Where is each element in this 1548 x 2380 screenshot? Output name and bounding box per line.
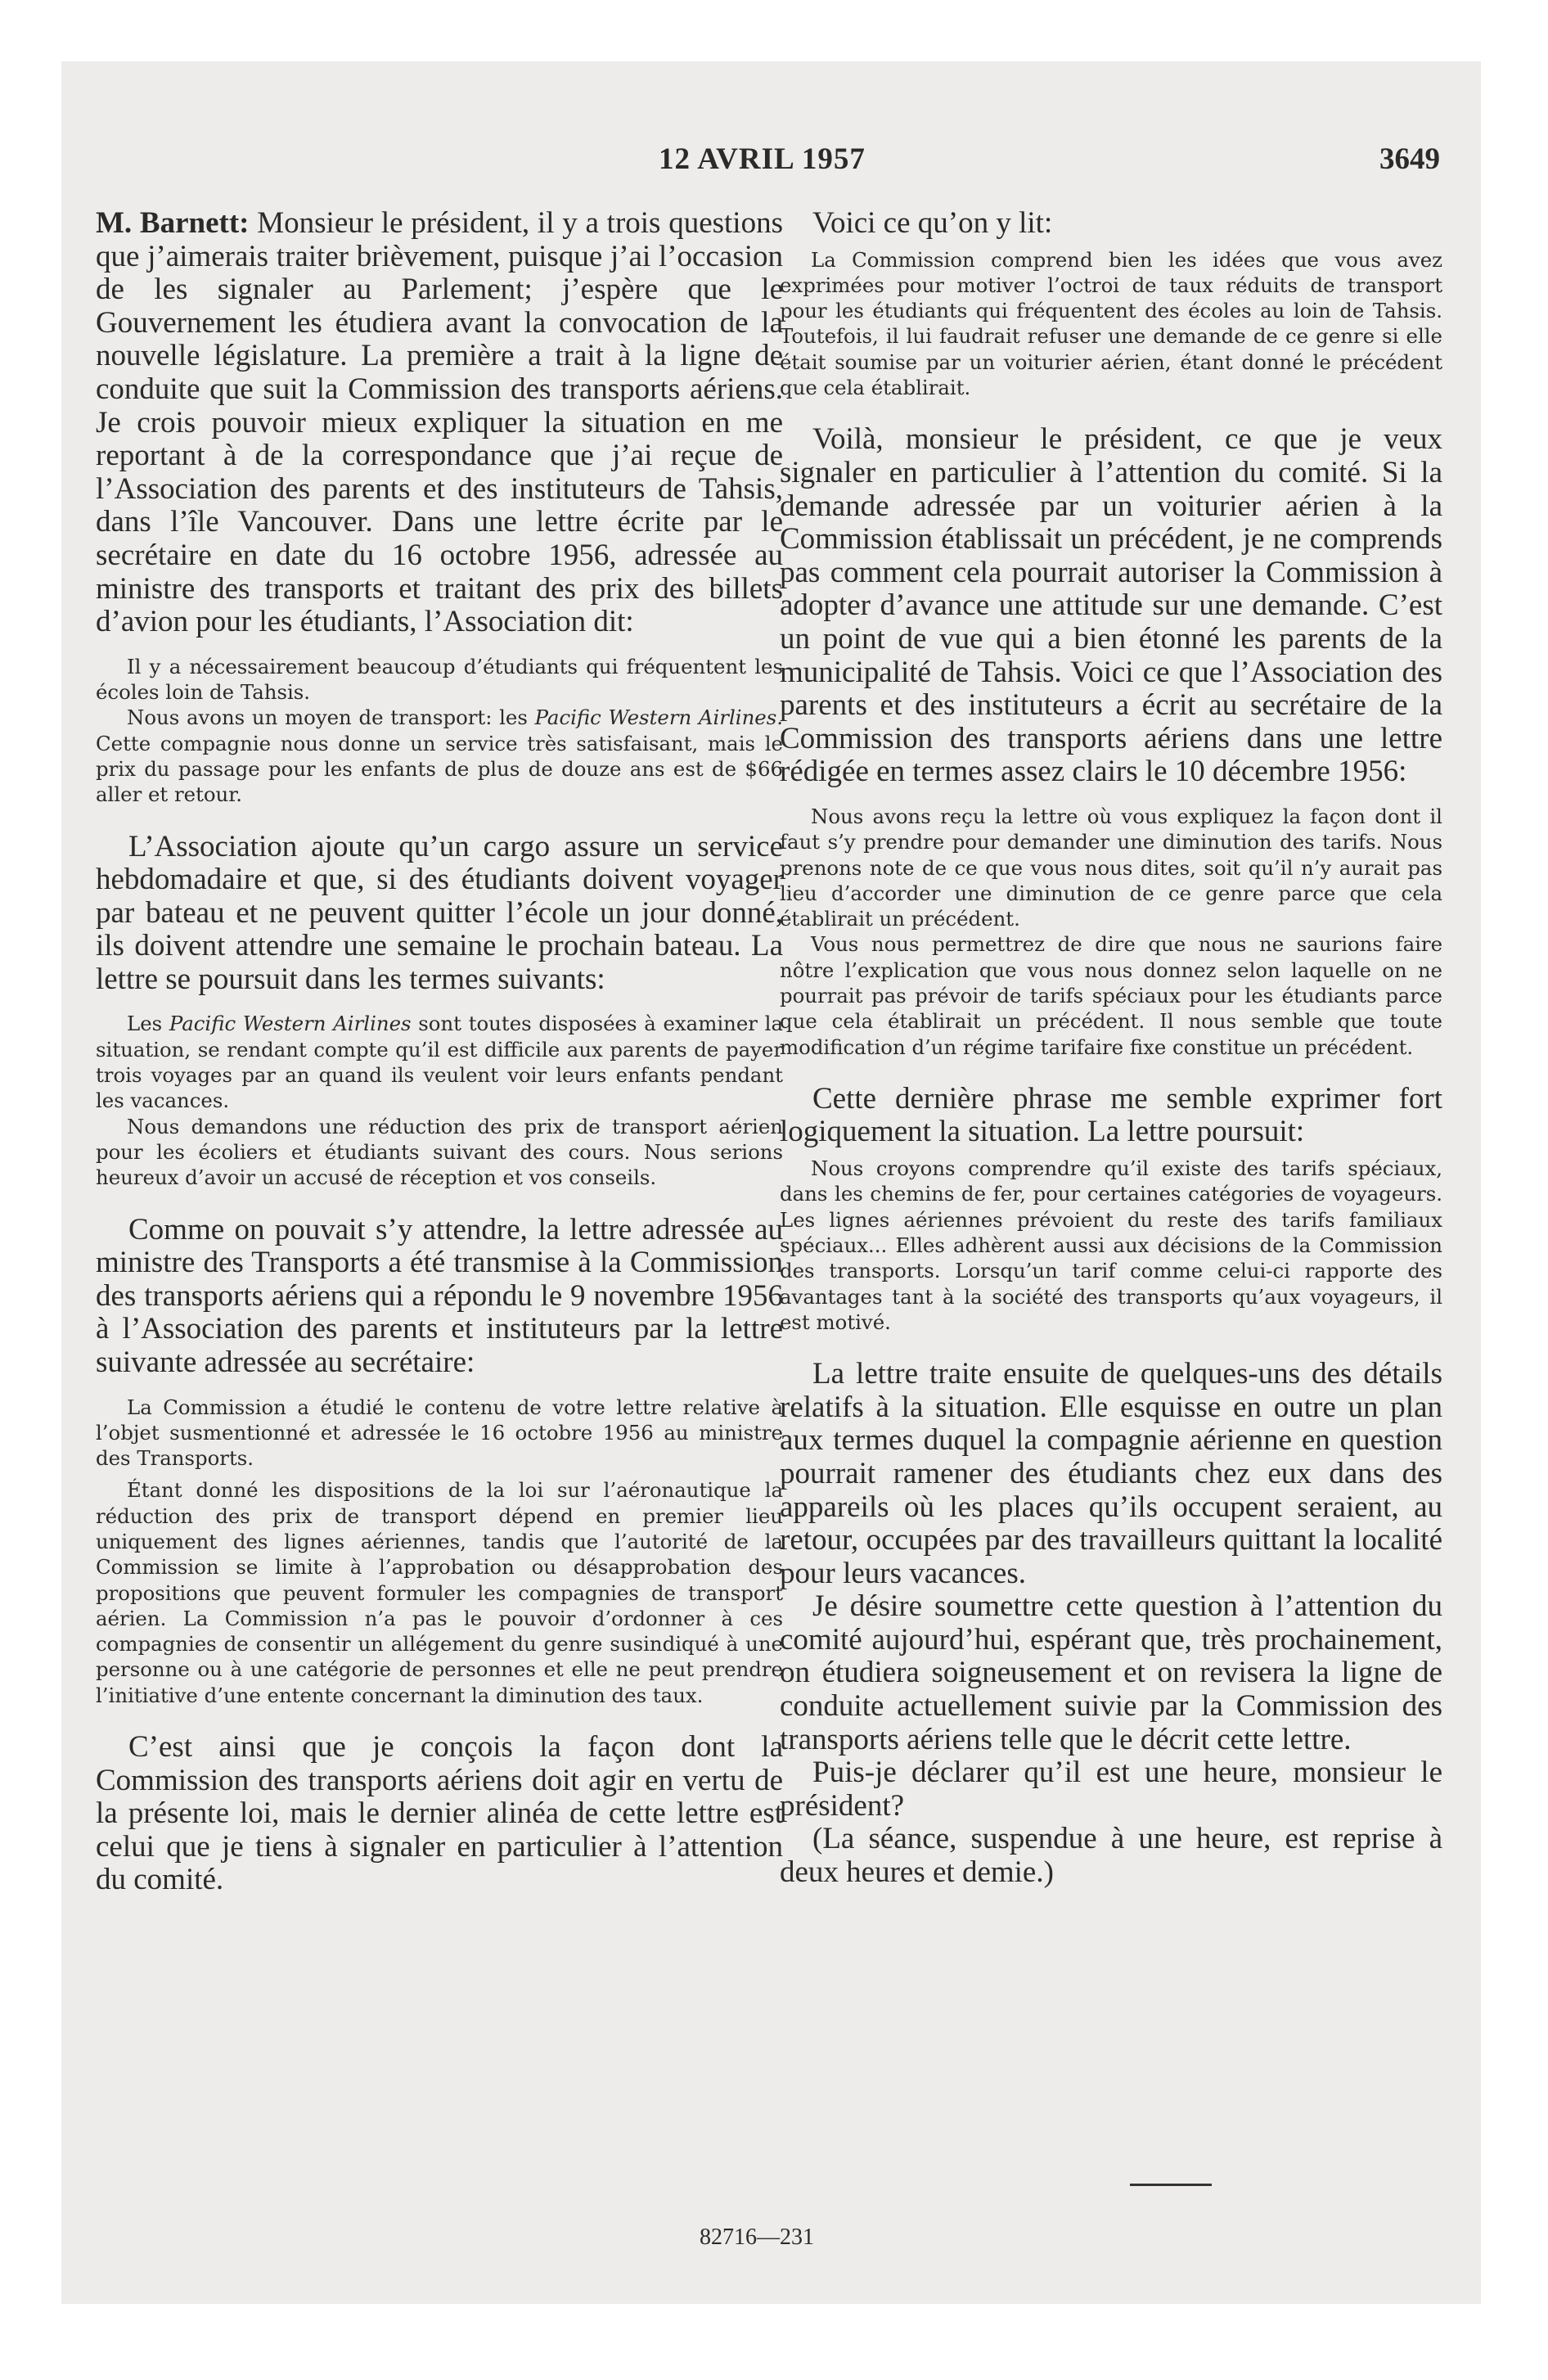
- paragraph: C’est ainsi que je conçois la façon dont la Commission des transports aériens doit agir en vertu de la présente loi, mais le dernier alinéa de cette lettre est celui que je tiens à signaler en particulier à l’attention du comité.: [96, 1730, 783, 1897]
- paragraph: (La séance, suspendue à une heure, est reprise à deux heures et demie.): [780, 1822, 1442, 1890]
- quoted-text: Il y a nécessairement beaucoup d’étudiants qui fréquentent les écoles loin de Tahsis.: [96, 654, 783, 705]
- quoted-text: Nous avons reçu la lettre où vous expliquez la façon dont il faut s’y prendre pour demander une diminution des tarifs. Nous prenons note de ce que vous nous dites, soit qu’il n’y aurait pas lieu d’accorder une diminution de ce genre parce que cela établirait un précédent.: [780, 804, 1442, 931]
- quoted-text: La Commission comprend bien les idées que vous avez exprimées pour motiver l’octroi de taux réduits de transport pour les étudiants qui fréquentent des écoles au loin de Tahsis. Toutefois, il lui faudrait refuser une demande de ce genre si elle était soumise par un voiturier aérien, étant donné le précédent que cela établirait.: [780, 247, 1442, 400]
- quoted-text: Les Pacific Western Airlines sont toutes disposées à examiner la situation, se rendant compte qu’il est difficile aux parents de payer trois voyages par an quand ils veulent voir leurs enfants pendant les vacances.: [96, 1012, 784, 1113]
- paragraph: La lettre traite ensuite de quelques-uns des détails relatifs à la situation. Elle esquisse en outre un plan aux termes duquel la compagnie aérienne en question pourrait ramener des étudiants chez eux dans des appareils où les places qu’ils occupent seraient, au retour, occupées par des travailleurs quittant la localité pour leurs vacances.: [780, 1357, 1442, 1590]
- paragraph-text: Monsieur le président, il y a trois questions que j’aimerais traiter brièvement, puisque j’ai l’occasion de les signaler au Parlement; j’espère que le Gouvernement les étudiera avant la convocation de la nouvelle législature. La première a trait à la ligne de conduite que suit la Commission des transports aériens. Je crois pouvoir mieux expliquer la situation en me reportant à de la correspondance que j’ai reçue de l’Association des parents et des instituteurs de Tahsis, dans l’île Vancouver. Dans une lettre écrite par le secrétaire en date du 16 octobre 1956, adressée au ministre des transports et traitant des prix des billets d’avion pour les étudiants, l’Association dit:: [96, 206, 783, 639]
- paragraph: Cette dernière phrase me semble exprimer fort logiquement la situation. La lettre poursuit:: [780, 1081, 1442, 1149]
- quoted-text: Nous croyons comprendre qu’il existe des tarifs spéciaux, dans les chemins de fer, pour certaines catégories de voyageurs. Les lignes aériennes prévoient du reste des tarifs familiaux spéciaux... Elles adhèrent aussi aux décisions de la Commission des transports. Lorsqu’un tarif comme celui-ci rapporte des avantages tant à la société des transports qu’aux voyageurs, il est motivé.: [780, 1156, 1442, 1334]
- quoted-text: Nous avons un moyen de transport: les Pacific Western Airlines. Cette compagnie nous donne un service très satisfaisant, mais le prix du passage pour les enfants de plus de douze ans est de $66 aller et retour.: [96, 705, 783, 807]
- paragraph: [96, 207, 783, 639]
- quoted-text: Vous nous permettrez de dire que nous ne saurions faire nôtre l’explication que vous nous donnez selon laquelle on ne pourrait pas prévoir de tarifs spéciaux pour les étudiants parce que cela établirait un précédent. Il nous semble que toute modification d’un régime tarifaire fixe constitue un précédent.: [780, 932, 1442, 1059]
- paragraph: Puis-je déclarer qu’il est une heure, monsieur le président?: [780, 1756, 1442, 1823]
- quoted-text: Étant donné les dispositions de la loi sur l’aéronautique la réduction des prix de transport dépend en premier lieu uniquement des lignes aériennes, tandis que l’autorité de la Commission se limite à l’approbation ou désapprobation des propositions que peuvent formuler les compagnies de transport aérien. La Commission n’a pas le pouvoir d’ordonner à ces compagnies de consentir un allégement du genre susindiqué à une personne ou à une catégorie de personnes et elle ne peut prendre l’initiative d’une entente concernant la diminution des taux.: [96, 1478, 783, 1707]
- paragraph: Je désire soumettre cette question à l’attention du comité aujourd’hui, espérant que, très prochainement, on étudiera soigneusement et on revisera la ligne de conduite actuellement suivie par la Commission des transports aériens telle que le décrit cette lettre.: [780, 1589, 1442, 1756]
- paragraph: L’Association ajoute qu’un cargo assure un service hebdomadaire et que, si des étudiants doivent voyager par bateau et ne peuvent quitter l’école un jour donné, ils doivent attendre une semaine le prochain bateau. La lettre se poursuit dans les termes suivants:: [96, 829, 783, 996]
- paragraph: Voici ce qu’on y lit:: [812, 206, 1053, 240]
- left-column: [96, 207, 783, 1897]
- page-number: 3649: [1379, 142, 1440, 176]
- paragraph: Voilà, monsieur le président, ce que je veux signaler en particulier à l’attention du comité. Si la demande adressée par un voiturier aérien à la Commission établissait un précédent, je ne comprends pas comment cela pourrait autoriser la Commission à adopter d’avance une attitude sur une demande. C’est un point de vue qui a bien étonné les parents de la municipalité de Tahsis. Voici ce que l’Association des parents et des instituteurs a écrit au secrétaire de la Commission des transports aériens dans une lettre rédigée en termes assez clairs le 10 décembre 1956:: [780, 422, 1442, 789]
- speaker-name: M. Barnett:: [96, 206, 250, 240]
- right-column: [780, 207, 1442, 1890]
- quoted-text: La Commission a étudié le contenu de votre lettre relative à l’objet susmentionné et adressée le 16 octobre 1956 au ministre des Transports.: [96, 1395, 783, 1471]
- page-header: [61, 142, 1481, 183]
- printer-code: 82716—231: [700, 2224, 814, 2250]
- header-date: 12 AVRIL 1957: [659, 142, 866, 176]
- quoted-text: Nous demandons une réduction des prix de transport aérien pour les écoliers et étudiants suivant des cours. Nous serions heureux d’avoir un accusé de réception et vos conseils.: [96, 1114, 783, 1190]
- paragraph: Comme on pouvait s’y attendre, la lettre adressée au ministre des Transports a été transmise à la Commission des transports aériens qui a répondu le 9 novembre 1956 à l’Association des parents et instituteurs par la lettre suivante adressée au secrétaire:: [96, 1212, 783, 1379]
- document-page: [61, 61, 1481, 2304]
- section-divider: [1130, 2184, 1212, 2186]
